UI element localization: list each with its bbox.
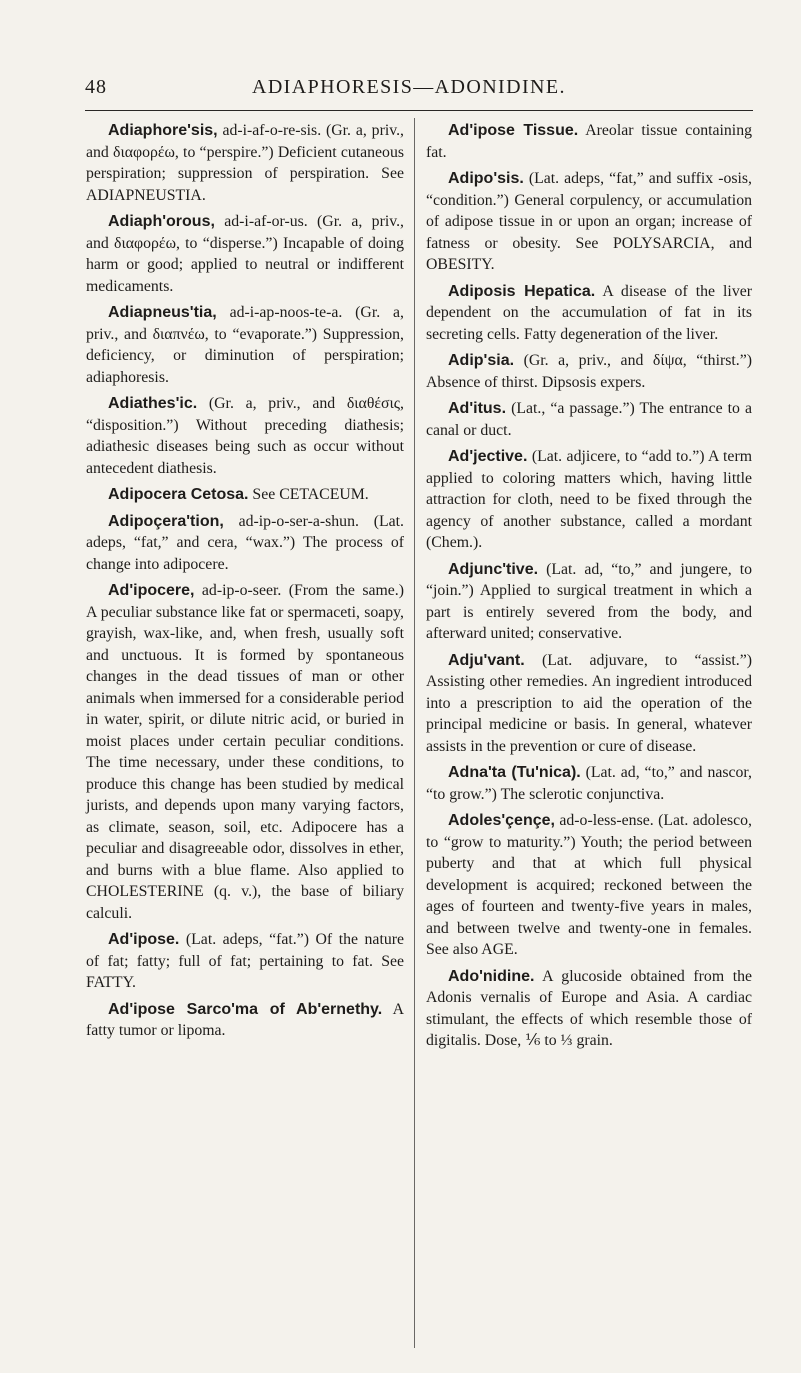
entry-text: (Lat. ad, “to,” and jungere, to “join.”) Applied to surgical treatment in which a part is entirely severed from the body, and afterward united; conservative. xyxy=(426,560,752,642)
left-column xyxy=(86,120,404,1047)
entry-headword: Adipocera Cetosa. xyxy=(108,486,249,503)
entry-text: (Lat. ad, “to,” and nascor, “to grow.”) The sclerotic conjunctiva. xyxy=(426,764,752,803)
entry-headword: Adip'sia. xyxy=(448,352,515,369)
entry-headword: Ad'jective. xyxy=(448,448,528,465)
dictionary-entry xyxy=(86,302,404,388)
entry-text: (Gr. a, priv., and δίψα, “thirst.”) Absence of thirst. Dipsosis expers. xyxy=(426,352,752,391)
entry-text: ad-ip-o-ser-a-shun. (Lat. adeps, “fat,” and cera, “wax.”) The process of change into adipocere. xyxy=(86,512,404,573)
entry-headword: Adna'ta (Tu'nica). xyxy=(448,764,581,781)
dictionary-entry xyxy=(86,511,404,576)
entry-text: A disease of the liver dependent on the accumulation of fat in its secreting cells. Fatty degeneration of the liver. xyxy=(426,282,752,343)
dictionary-entry xyxy=(86,929,404,994)
entry-headword: Ad'itus. xyxy=(448,400,507,417)
entry-headword: Adjunc'tive. xyxy=(448,560,539,578)
entry-headword: Ado'nidine. xyxy=(448,967,535,985)
entry-text: ad-i-af-o-re-sis. (Gr. a, priv., and διαφορέω, to “perspire.”) Deficient cutaneous perspiration; suppression of perspiration. See ADIAPNEUSTIA. xyxy=(86,122,404,204)
entry-headword: Adiathes'ic. xyxy=(108,395,198,412)
entry-text: A glucoside obtained from the Adonis vernalis of Europe and Asia. A cardiac stimulant, the effects of which resemble those of digitalis. Dose, ⅙ to ⅓ grain. xyxy=(426,967,752,1049)
entry-headword: Adju'vant. xyxy=(448,651,525,669)
dictionary-entry xyxy=(426,120,752,163)
entry-headword: Adiposis Hepatica. xyxy=(448,282,596,300)
right-column xyxy=(426,120,752,1057)
dictionary-entry xyxy=(426,762,752,805)
entry-headword: Adipoçera'tion, xyxy=(108,512,224,530)
entry-headword: Adiaphore'sis, xyxy=(108,122,218,139)
dictionary-entry xyxy=(86,484,404,506)
entry-headword: Adipo'sis. xyxy=(448,170,524,187)
page-header xyxy=(0,76,801,106)
dictionary-entry xyxy=(86,999,404,1042)
dictionary-entry xyxy=(86,120,404,206)
dictionary-entry xyxy=(86,211,404,297)
entry-headword: Adoles'çençe, xyxy=(448,812,555,829)
dictionary-entry xyxy=(426,398,752,441)
entry-text: (Lat. adjuvare, to “assist.”) Assisting other remedies. An ingredient introduced into a prescription to aid the operation of the principal medicine or basis. In general, whatever assists in the prevention or cure of disease. xyxy=(426,651,752,755)
entry-text: ad-i-ap-noos-te-a. (Gr. a, priv., and διαπνέω, to “evaporate.”) Suppression, deficiency, or diminution of perspiration; adiaphoresis. xyxy=(86,304,404,386)
dictionary-entry xyxy=(426,168,752,276)
running-head: ADIAPHORESIS—ADONIDINE. xyxy=(252,76,566,98)
dictionary-entry xyxy=(426,446,752,554)
dictionary-entry xyxy=(86,393,404,479)
column-divider xyxy=(414,118,415,1348)
entry-text: (Lat. adjicere, to “add to.”) A term applied to coloring matters which, having little attraction for cloth, need to be fixed through the agency of another substance, called a mordant (Chem.). xyxy=(426,448,752,551)
header-rule xyxy=(85,110,753,111)
page-number: 48 xyxy=(85,76,107,98)
dictionary-entry xyxy=(426,281,752,346)
entry-text: ad-ip-o-seer. (From the same.) A peculiar substance like fat or spermaceti, soapy, grayish, wax-like, and, when fresh, usually soft and unctuous. It is formed by spontaneous changes in the dead tissues of man or other animals when immersed for a considerable period in water, spirit, or dilute nitric acid, or buried in moist places under certain peculiar conditions. The time necessary, under these conditions, to produce this change has been studied by medical jurists, and depends upon many varying factors, as climate, season, soil, etc. Adipocere has a peculiar and disagreeable odor, dissolves in ether, and burns with a blue flame. Also applied to CHOLESTERINE (q. v.), the base of biliary calculi. xyxy=(86,582,404,922)
entry-text: (Gr. a, priv., and διαθέσις, “disposition.”) Without preceding diathesis; adiathesic diseases being such as occur without antecedent diathesis. xyxy=(86,395,404,477)
entry-headword: Adiapneus'tia, xyxy=(108,304,217,321)
entry-headword: Ad'ipose. xyxy=(108,931,180,948)
dictionary-entry xyxy=(426,650,752,758)
entry-text: (Lat. adeps, “fat.”) Of the nature of fat; fatty; full of fat; pertaining to fat. See FATTY. xyxy=(86,931,404,991)
entry-text: (Lat. adeps, “fat,” and suffix -osis, “condition.”) General corpulency, or accumulation of adipose tissue in or upon an organ; increase of fatness or obesity. See POLYSARCIA, and OBESITY. xyxy=(426,170,752,273)
dictionary-entry xyxy=(426,966,752,1052)
dictionary-entry xyxy=(426,559,752,645)
dictionary-entry xyxy=(426,350,752,393)
dictionary-entry xyxy=(86,580,404,924)
entry-text: (Lat., “a passage.”) The entrance to a canal or duct. xyxy=(426,400,752,439)
entry-text: ad-i-af-or-us. (Gr. a, priv., and διαφορέω, to “disperse.”) Incapable of doing harm or good; applied to neutral or indifferent medicaments. xyxy=(86,213,404,295)
entry-headword: Adiaph'orous, xyxy=(108,213,215,230)
dictionary-entry xyxy=(426,810,752,961)
entry-text: ad-o-less-ense. (Lat. adolesco, to “grow to maturity.”) Youth; the period between puberty and that at which full physical development is acquired; reckoned between the ages of fourteen and twenty-five years in males, and between twelve and twenty-one in females. See also AGE. xyxy=(426,812,752,958)
entry-headword: Ad'ipocere, xyxy=(108,582,195,599)
entry-text: See CETACEUM. xyxy=(248,486,369,503)
entry-text: Areolar tissue containing fat. xyxy=(426,122,752,161)
entry-text: A fatty tumor or lipoma. xyxy=(86,1000,404,1039)
entry-headword: Ad'ipose Tissue. xyxy=(448,122,579,139)
entry-headword: Ad'ipose Sarco'ma of Ab'ernethy. xyxy=(108,1000,383,1018)
